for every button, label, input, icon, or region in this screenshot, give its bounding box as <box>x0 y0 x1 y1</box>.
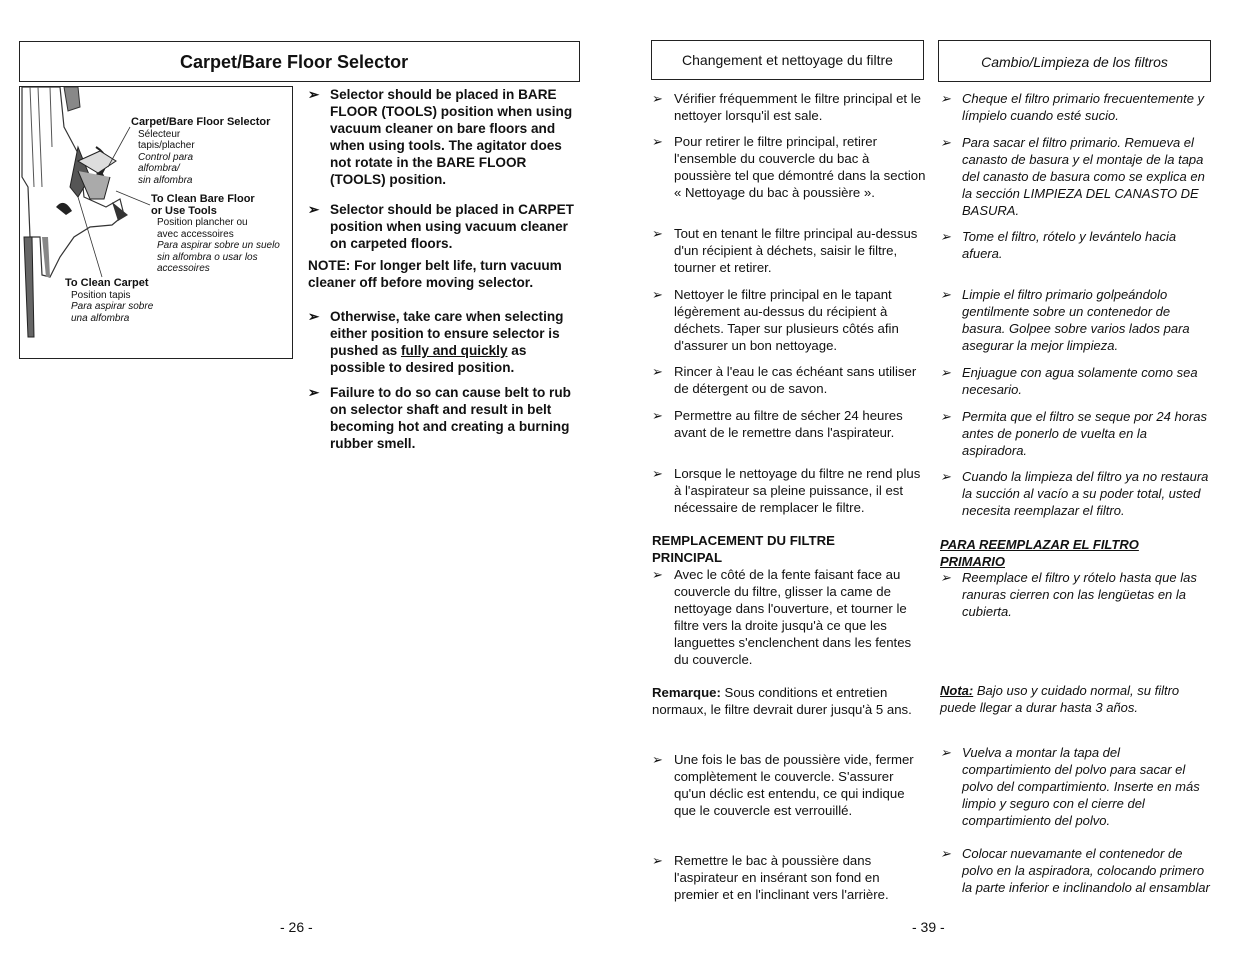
remark-text: Remarque: Sous conditions et entretien normaux, le filtre devrait durer jusqu'à 5 ans. <box>652 685 912 717</box>
page-number-left: - 26 - <box>280 919 313 935</box>
arrow-bullet-icon: ➢ <box>940 365 951 380</box>
list-item: ➢ Nettoyer le filtre principal en le tapant légèrement au-dessus du récipient à déchets. Taper sur plusieurs côtés afin d'assurer un bon nettoyage. <box>652 287 899 353</box>
list-item: ➢ Reemplace el filtro y rótelo hasta que las ranuras cierren con las lengüetas en la cubierta. <box>940 570 1197 619</box>
arrow-bullet-icon: ➢ <box>940 229 951 244</box>
list-item: ➢ Para sacar el filtro primario. Remueva el canasto de basura y el montaje de la tapa del canasto de basura como se explica en la sección LIMPIEZA DEL CANASTO DE BASURA. <box>940 135 1205 218</box>
instruction-item: ➢ Failure to do so can cause belt to rub on selector shaft and result in belt becoming hot and creating a burning rubber smell. <box>308 385 571 451</box>
arrow-bullet-icon: ➢ <box>652 364 664 379</box>
arrow-bullet-icon: ➢ <box>940 846 951 861</box>
arrow-bullet-icon: ➢ <box>940 287 951 302</box>
section-title: Carpet/Bare Floor Selector <box>180 52 409 72</box>
arrow-bullet-icon: ➢ <box>652 226 664 241</box>
label-bare-floor: To Clean Bare Floor or Use Tools Position plancher ou avec accessoires Para aspirar sobre un suelo sin alfombra o usar los accessoires <box>151 193 280 274</box>
page-number-right: - 39 - <box>912 919 945 935</box>
label-selector: Carpet/Bare Floor Selector Sélecteur tapis/placher Control para alfombra/ sin alfombra <box>131 116 271 186</box>
arrow-bullet-icon: ➢ <box>940 91 951 106</box>
arrow-bullet-icon: ➢ <box>940 745 951 760</box>
arrow-bullet-icon: ➢ <box>652 91 664 106</box>
arrow-bullet-icon: ➢ <box>652 466 664 481</box>
french-header: Changement et nettoyage du filtre <box>651 40 924 80</box>
section-title-box <box>19 41 580 82</box>
list-item: ➢ Pour retirer le filtre principal, retirer l'ensemble du couvercle du bac à poussière tel que démontré dans la section « Nettoyage du bac à poussière ». <box>652 134 926 200</box>
arrow-bullet-icon: ➢ <box>652 853 664 868</box>
selector-figure <box>19 86 293 359</box>
list-item: ➢ Rincer à l'eau le cas échéant sans utiliser de détergent ou de savon. <box>652 364 917 396</box>
list-item: ➢ Permettre au filtre de sécher 24 heures avant de le remettre dans l'aspirateur. <box>652 408 903 440</box>
arrow-bullet-icon: ➢ <box>308 309 320 324</box>
instruction-item: ➢ Otherwise, take care when selecting either position to ensure selector is pushed as fully and quickly as possible to desired position. <box>308 309 564 375</box>
arrow-bullet-icon: ➢ <box>652 567 664 582</box>
arrow-bullet-icon: ➢ <box>940 409 951 424</box>
list-item: ➢ Tome el filtro, rótelo y levántelo hacia afuera. <box>940 229 1177 261</box>
list-item: ➢ Cheque el filtro primario frecuentemente y límpielo cuando esté sucio. <box>940 91 1205 123</box>
list-item: ➢ Vérifier fréquemment le filtre principal et le nettoyer lorsqu'il est sale. <box>652 91 922 123</box>
list-item: ➢ Limpie el filtro primario golpeándolo gentilmente sobre un contenedor de basura. Golpee sobre varios lados para asegurar la mejor limpieza. <box>940 287 1190 353</box>
arrow-bullet-icon: ➢ <box>652 408 664 423</box>
list-item: ➢ Tout en tenant le filtre principal au-dessus d'un récipient à déchets, saisir le filtre, tourner et retirer. <box>652 226 918 275</box>
list-item: ➢ Lorsque le nettoyage du filtre ne rend plus à l'aspirateur sa pleine puissance, il est nécessaire de remplacer le filtre. <box>652 466 921 515</box>
spanish-header: Cambio/Limpieza de los filtros <box>938 40 1211 82</box>
list-item: ➢ Enjuague con agua solamente como sea necesario. <box>940 365 1198 397</box>
arrow-bullet-icon: ➢ <box>308 202 320 217</box>
instruction-item: ➢ Selector should be placed in CARPET position when using vacuum cleaner on carpeted floors. <box>308 202 574 251</box>
label-carpet: To Clean Carpet Position tapis Para aspirar sobre una alfombra <box>65 277 154 324</box>
arrow-bullet-icon: ➢ <box>308 87 320 102</box>
arrow-bullet-icon: ➢ <box>308 385 320 400</box>
arrow-bullet-icon: ➢ <box>652 287 664 302</box>
list-item: ➢ Cuando la limpieza del filtro ya no restaura la succión al vacío a su poder total, usted necesita reemplazar el filtro. <box>940 469 1209 518</box>
list-item: ➢ Permita que el filtro se seque por 24 horas antes de ponerlo de vuelta en la aspiradora. <box>940 409 1207 458</box>
replace-heading: PARA REEMPLAZAR EL FILTRO PRIMARIO <box>940 537 1139 569</box>
replace-heading: REMPLACEMENT DU FILTRE PRINCIPAL <box>652 533 835 565</box>
arrow-bullet-icon: ➢ <box>940 469 951 484</box>
arrow-bullet-icon: ➢ <box>940 135 951 150</box>
list-item: ➢ Colocar nuevamante el contenedor de polvo en la aspiradora, colocando primero la parte inferior e inclinandolo al ensamblar <box>940 846 1210 895</box>
note-text: Nota: Bajo uso y cuidado normal, su filtro puede llegar a durar hasta 3 años. <box>940 683 1180 715</box>
list-item: ➢ Vuelva a montar la tapa del compartimiento del polvo para sacar el polvo del compartimiento. Inserte en más limpio y seguro con el cierre del compartimiento del polvo. <box>940 745 1200 828</box>
arrow-bullet-icon: ➢ <box>652 752 664 767</box>
list-item: ➢ Une fois le bas de poussière vide, fermer complètement le couvercle. S'assurer qu'un déclic est entendu, ce qui indique que le couvercle est verrouillé. <box>652 752 914 818</box>
instruction-item: ➢ Selector should be placed in BARE FLOOR (TOOLS) position when using vacuum cleaner on bare floors and when using tools. The agitator does not rotate in the BARE FLOOR (TOOLS) position. <box>308 87 573 187</box>
arrow-bullet-icon: ➢ <box>940 570 951 585</box>
list-item: ➢ Avec le côté de la fente faisant face au couvercle du filtre, glisser la came de nettoyage dans l'ouverture, et tourner le filtre vers la droite jusqu'à ce que les languettes s'enclenchent dans les fentes du couvercle. <box>652 567 912 667</box>
list-item: ➢ Remettre le bac à poussière dans l'aspirateur en insérant son fond en premier et en l'inclinant vers l'arrière. <box>652 853 889 902</box>
arrow-bullet-icon: ➢ <box>652 134 664 149</box>
note-text: NOTE: For longer belt life, turn vacuum cleaner off before moving selector. <box>308 258 562 290</box>
